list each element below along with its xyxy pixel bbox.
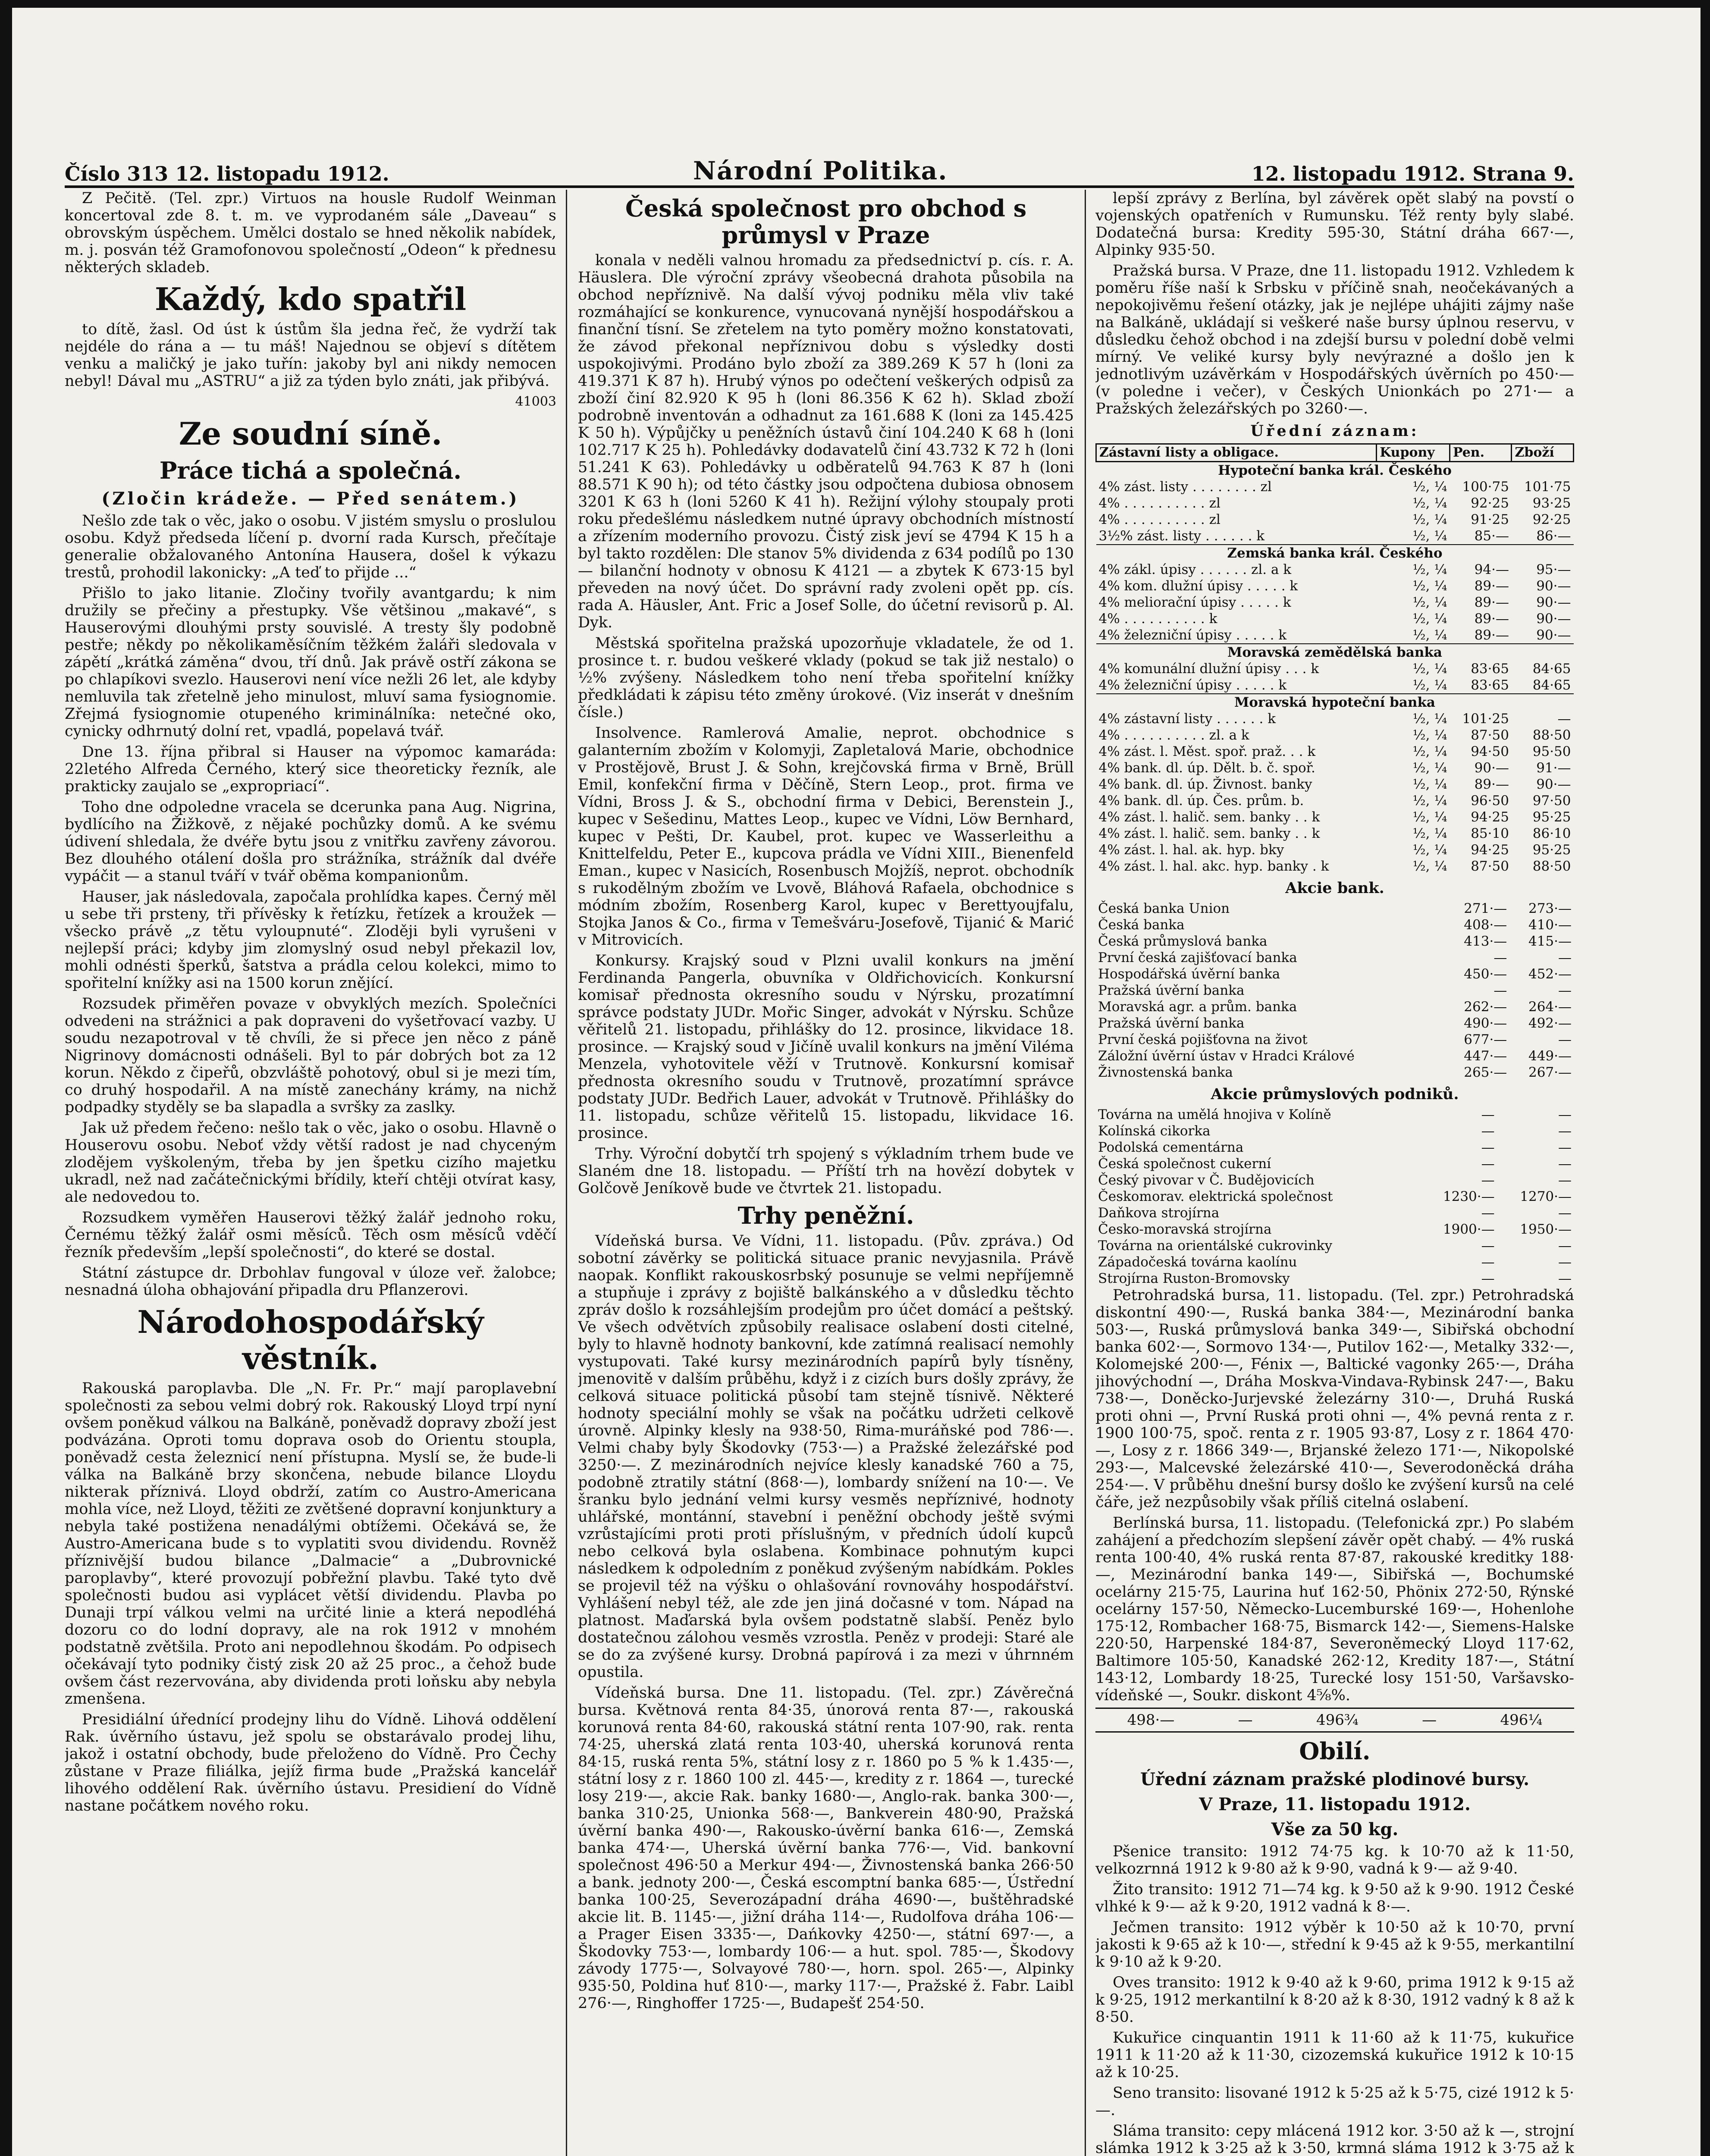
table-cell: Pražská úvěrní banka — [1098, 983, 1245, 998]
table-cell: 90·— — [1536, 777, 1571, 792]
table-row — [1096, 760, 1574, 776]
table-cell: ½, ¼ — [1412, 760, 1447, 776]
article-paragraph: Jak už předem řečeno: nešlo tak o věc, jako o osobu. Hlavně o Houserovu osobu. Neboť vždy větší radost je nad chyceným zlodějem vyškoleným, třeba by jen špetku cizího majetku ukradl, než nad začátečnickými břídily, kteří chtěji otvírat kasy, ale nedovedou to. — [65, 1119, 556, 1206]
table-cell: — — [1494, 950, 1507, 965]
table-section-title: Akcie bank. — [1285, 879, 1384, 897]
table-cell: Český pivovar v Č. Budějovicích — [1098, 1172, 1315, 1188]
table-cell: 1270·— — [1520, 1189, 1572, 1204]
grain-paragraph: Seno transito: lisované 1912 k 5·25 až k 5·75, cizé 1912 k 5·—. — [1095, 2084, 1574, 2119]
column-3 — [1095, 190, 1574, 2156]
table-cell: Moravská agr. a prům. banka — [1098, 999, 1297, 1015]
table-cell: 4% . . . . . . . . . . zl. a k — [1098, 727, 1249, 743]
article-paragraph: Insolvence. Ramlerová Amalie, neprot. obchodnice s galanterním zbožím v Kolomyji, Zapletalová Marie, obchodnice v Prostějově, Brust J. & Sohn, krejčovská firma v Brně, Brüll Emil, konfekční firma v Děčíně, Stern Leop., prot. firma ve Vídni, Bross J. & S., obchodní firma v Debici, Berenstein J., kupec v Sešedinu, Mattes Leop., kupec ve Vídni, Löw Bernhard, kupec v Pešti, Dr. Kaubel, prot. kupec ve Wasserleithu a Knittelfeldu, Peter E., kupcova prádla ve Vídni XIII., Bienenfeld Eman., kupec v Nasicích, Rosenbusch Mojžíš, neprot. obchodník s rukodělným zbožím ve Lvově, Bláhová Rafaela, obchodnice s módním zbožím, Rosenberg Karol, kupec v Berettyoujfalu, Stojka Janos & Co., firma v Temešváru-Josefově, Tijanić & Marić v Mitrovicích. — [578, 724, 1074, 949]
table-cell: 91·25 — [1471, 512, 1509, 527]
article-paragraph: Rozsudek přiměřen povaze v obvyklých mezích. Společníci odvedeni na strážnici a pak dopraveni do vyšetřovací vazby. U soudu nezapotroval v tě chvíli, že si přece jen něco z páně Nigrinovy domácnosti odnášeli. Byl to pár dobrých bot za 12 korun. Někdo z čipeřů, obzvláště pohotový, obul si je mezi tím, co druhý hospodařil. A na místě zanechány krámy, na nichž podpadky styděly se ba slapadla a svršky za zaslky. — [65, 995, 556, 1116]
intro-paragraph: Z Pečitě. (Tel. zpr.) Virtuos na housle Rudolf Weinman koncertoval zde 8. t. m. ve vyprodaném sále „Daveau“ s obrovským úspěchem. Umělci dostalo se hned několik nabídek, m. j. posván též Gramofonovou společností „Odeon“ k přednesu některých skladeb. — [65, 190, 556, 276]
table-header-cell: Zboží — [1512, 444, 1574, 462]
table-cell: 86·10 — [1532, 826, 1571, 841]
table-cell: — — [1558, 1032, 1572, 1047]
table-cell: 267·— — [1528, 1065, 1572, 1080]
stock-quote-strip — [1095, 1708, 1574, 1733]
article-paragraph: Vídeňská bursa. Ve Vídni, 11. listopadu. (Pův. zpráva.) Od sobotní závěrky se politická situace pranic nevyjasnila. Právě naopak. Konflikt rakouskosrbský posunuje se velmi nepříjemně a stupňuje i zprávy z bojiště balkánského a v důsledku těchto zpráv došlo k rozsáhlejším prodejům pro účet domácí a peštský. Ve všech odvětvích způsobily realisace oslabení dosti citelné, byly to hlavně hodnoty bankovní, kde zatímná realisací nemohly vystupovati. Také kursy mezinárodních papírů byly tísněny, jmenovitě v dalším průběhu, když i z cizích burs došly zprávy, že celková situace politická působí tam stejně tísnivě. Některé hodnoty speciální mohly se však na počátku udržeti celkově úrovně. Alpinky klesly na 938·50, Rima-muráňské pod 786·—. Velmi chaby byly Škodovky (753·—) a Pražské železářské pod 3250·—. Z mezinárodních nejvíce klesly kanadské 760 a 75, podobně ztratily státní (868·—), lombardy snížení na 10·—. Ve šranku bylo jednání velmi kursy vesměs nepříznivé, hodnoty uhlářské, montánní, stavební i peněžní obchody ještě svými vzrůstajícími proti proti příslušným, v předních údolí kupců nebo celková byla oslabena. Kombinace pohnutým kupci následkem k odpoledním z poněkud zvýšeným nabídkám. Pokles se projevil též na výšku o ohlašování rovnováhy hospodářství. Vyhlášení nebyl též, ale zde jen jiná dočasné v tom. Nápad na platnost. Maďarská byla ovšem podstatně slabší. Peněz bylo dostatečnou zálohou vesměs vzrostla. Peněz v prodeji: Staré ale se do za zvýšené kursy. Drobná papírová i za mezi v úhrnném opustila. — [578, 1232, 1074, 1681]
table-row — [1095, 966, 1574, 982]
table-cell: — — [1558, 1156, 1572, 1172]
article-paragraph: Petrohradská bursa, 11. listopadu. (Tel. zpr.) Petrohradská diskontní 490·—, Ruská banka 384·—, Mezinárodní banka 503·—, Ruská průmyslová banka 349·—, Sibiřská obchodní banka 602·—, Sormovo 134·—, Putilov 162·—, Metalky 332·—, Kolomejské 200·—, Fénix —, Baltické vagonky 265·—, Dráha jihovýchodní —, Dráha Moskva-Vindava-Rybinsk 247·—, Baku 738·—, Doněcko-Jurjevské železárny 310·—, Druhá Ruská proti ohni —, První Ruská proti ohni —, 4% pevná renta z r. 1900 100·75, spoč. renta z r. 1905 93·87, Losy z r. 1864 470·—, Losy z r. 1866 349·—, Brjanské železo 171·—, Nikopolské 293·—, Malcevské železárské 410·—, Severodoněcká dráha 254·—. V průběhu dnešní bursy došlo ke zvýšení kursů na celé čáře, jež nezpůsobily však příliš citelná oslabení. — [1095, 1287, 1574, 1511]
table-cell: 83·65 — [1471, 677, 1509, 693]
table-cell: 95·50 — [1532, 744, 1571, 759]
ad-text: to dítě, žasl. Od úst k ústům šla jedna řeč, že vydrží tak nejdéle do rána a — tu máš! Najednou se objeví s dítětem venku a maličký je jako tuřín: jakoby byl ani nikdy nemocen nebyl! Dával mu „ASTRU“ a již za týden bylo znáti, jak přibývá. — [65, 321, 556, 390]
table-cell: 1230·— — [1443, 1189, 1495, 1204]
table-cell: — — [1558, 1254, 1572, 1270]
table-section-title: Akcie průmyslových podniků. — [1211, 1085, 1459, 1103]
table-cell: 4% . . . . . . . . . . k — [1098, 611, 1217, 627]
table-cell: — — [1481, 1107, 1495, 1122]
table-cell: 92·25 — [1471, 495, 1509, 511]
bonds-table — [1095, 443, 1574, 874]
table-row — [1096, 793, 1574, 809]
table-cell: 410·— — [1528, 917, 1572, 933]
table-cell: Zemská banka král. Českého — [1096, 545, 1574, 561]
table-row — [1095, 1015, 1574, 1031]
grain-paragraph: Sláma transito: cepy mlácená 1912 kor. 3·50 až k —, strojní slámka 1912 k 3·25 až k 3·50, krmná sláma 1912 k 3·75 až k — [1095, 2122, 1574, 2156]
table-cell: ½, ¼ — [1412, 777, 1447, 792]
stock-quote: — — [1422, 1711, 1437, 1729]
table-cell: 4% bank. dl. úp. Dělt. b. č. spoř. — [1098, 760, 1315, 776]
table-row — [1095, 933, 1574, 950]
article-paragraph: Pražská bursa. V Praze, dne 11. listopadu 1912. Vzhledem k poměru říše naší k Srbsku v příčině snah, neočekávaných a nepokojivěmu řešení otázky, jak je nejlépe uhájiti zájmy naše na Balkáně, ukládají si veškeré naše bursy úplnou reservu, v důsledku čehož obchod i na zdejší bursu v polední době velmi mírný. Ve veliké kursy byly nevýrazné a došlo jen k jednotlivým uzávěrkám v Hospodářských úvěrních po 450·— (v poledne i večer), v Českých Unionkách po 271·— a Pražských železářských po 3260·—. — [1095, 262, 1574, 417]
table-row — [1095, 1270, 1574, 1287]
industry-shares-table — [1095, 1106, 1574, 1287]
table-cell: 4% zást. l. hal. akc. hyp. banky . k — [1098, 859, 1329, 874]
table-row — [1095, 900, 1574, 917]
table-cell: 89·— — [1474, 627, 1509, 643]
table-cell: 89·— — [1474, 777, 1509, 792]
table-cell: ½, ¼ — [1412, 512, 1447, 527]
table-row — [1096, 611, 1574, 627]
table-cell: 4% železniční úpisy . . . . . k — [1098, 627, 1287, 643]
table-row — [1095, 1221, 1574, 1238]
table-cell: 4% zást. l. halič. sem. banky . . k — [1098, 809, 1320, 825]
page-header — [65, 147, 1574, 188]
table-cell: — — [1481, 1205, 1495, 1221]
table-cell: 452·— — [1528, 966, 1572, 982]
table-cell: Česko-moravská strojírna — [1098, 1222, 1272, 1237]
table-cell: — — [1558, 1107, 1572, 1122]
stock-quote: 496¼ — [1500, 1711, 1543, 1729]
table-cell: 677·— — [1464, 1032, 1507, 1047]
table-cell: 86·— — [1536, 528, 1571, 544]
table-cell: 90·— — [1536, 595, 1571, 610]
table-cell: 4% . . . . . . . . . . zl — [1098, 495, 1221, 511]
table-cell: 94·— — [1474, 562, 1509, 577]
table-cell: ½, ¼ — [1412, 611, 1447, 627]
table-cell: Česká průmyslová banka — [1098, 934, 1268, 949]
table-cell: ½, ¼ — [1412, 677, 1447, 693]
table-cell: — — [1557, 711, 1571, 727]
table-row — [1096, 858, 1574, 874]
table-row — [1096, 809, 1574, 825]
table-cell: 85·— — [1474, 528, 1509, 544]
table-row — [1096, 561, 1574, 578]
table-cell: 89·— — [1474, 578, 1509, 594]
table-cell: — — [1558, 1172, 1572, 1188]
table-cell: 271·— — [1464, 901, 1507, 916]
table-cell: 4% zákl. úpisy . . . . . . zl. a k — [1098, 562, 1292, 577]
article-paragraph: Konkursy. Krajský soud v Plzni uvalil konkurs na jmění Ferdinanda Pangerla, obuvníka v Oldřichovicích. Konkursní komisař přednosta okresního soudu v Nýrsku, prozatímní správce podstaty JUDr. Mořic Singer, advokát v Nýrsku. Schůze věřitelů 21. listopadu, přihlášky do 12. prosince, likvidace 18. prosince. — Krajský soud v Jičíně uvalil konkurs na jmění Viléma Menzela, vyhotovitele věží v Trutnově. Konkursní komisař přednosta okresního soudu v Trutnově, prozatímní správce podstaty JUDr. Bedřich Lauer, advokát v Trutnově. Přihlášky do 11. listopadu, schůze věřitelů 15. listopadu, likvidace 16. prosince. — [578, 952, 1074, 1142]
article-paragraph: lepší zprávy z Berlína, byl závěrek opět slabý na povstí o vojenských opatřeních v Rumunsku. Též renty byly slabé. Dodatečná bursa: Kredity 595·30, Státní dráha 667·—, Alpinky 935·50. — [1095, 190, 1574, 259]
article-paragraph: Trhy. Výroční dobytčí trh spojený s výkladním trhem bude ve Slaném dne 18. listopadu. — Příští trh na hovězí dobytek v Golčově Jeníkově bude ve čtvrtek 21. listopadu. — [578, 1145, 1074, 1197]
column-1 — [65, 190, 556, 2156]
grain-paragraph: Žito transito: 1912 71—74 kg. k 9·50 až k 9·90. 1912 České vlhké k 9·— až k 9·20, 1912 vadná k 8·—. — [1095, 1881, 1574, 1915]
table-row — [1095, 1064, 1574, 1081]
table-cell: 447·— — [1464, 1048, 1507, 1064]
table-cell: — — [1481, 1172, 1495, 1188]
table-cell: ½, ¼ — [1412, 528, 1447, 544]
table-cell: 265·— — [1464, 1065, 1507, 1080]
table-row — [1095, 1172, 1574, 1188]
table-cell: 88·50 — [1532, 859, 1571, 874]
table-row — [1096, 462, 1574, 479]
table-title: Úřední záznam: — [1250, 422, 1419, 440]
table-cell: — — [1481, 1254, 1495, 1270]
table-cell: Česká banka Union — [1098, 901, 1230, 916]
table-row — [1096, 578, 1574, 594]
table-cell: ½, ¼ — [1412, 627, 1447, 643]
table-cell: — — [1558, 1271, 1572, 1286]
article-paragraph: Vídeňská bursa. Dne 11. listopadu. (Tel. zpr.) Závěrečná bursa. Květnová renta 84·35, únorová renta 87·—, rakouská korunová renta 84·60, rakouská státní renta 107·90, rak. renta 74·25, uherská zlatá renta 103·40, uherská korunová renta 84·15, ruská renta 5%, státní losy z r. 1860 po 5 % k 1.435·—, státní losy z r. 1860 100 zl. 445·—, kredity z r. 1864 —, turecké losy 219·—, akcie Rak. banky 1680·—, Anglo-rak. banka 300·—, banka 310·25, Unionka 568·—, Bankverein 480·90, Pražská úvěrní banka 490·—, Rakousko-úvěrní banka 616·—, Zemská banka 474·—, Uherská úvěrní banka 776·—, Vid. bankovní společnost 496·50 a Merkur 494·—, Živnostenská banka 266·50 a bank. jednoty 200·—, Česká escomptní banka 685·—, Ústřední banka 100·25, Severozápadní dráha 4690·—, buštěhradské akcie lit. B. 1145·—, jižní dráha 114·—, Rudolfova dráha 106·— a Prager Eisen 3335·—, Dańkovky 4250·—, státní 697·—, a Škodovky 753·—, lombardy 106·— a hut. spol. 785·—, Škodovy závody 1775·—, Solvayové 780·—, horn. spol. 265·—, Alpinky 935·50, Poldina huť 810·—, marky 117·—, Pražské ž. Fabr. Laibl 276·—, Ringhoffer 1725·—, Budapešť 254·50. — [578, 1684, 1074, 2012]
table-cell: 95·— — [1536, 562, 1571, 577]
table-row — [1096, 627, 1574, 644]
table-cell: ½, ¼ — [1412, 711, 1447, 727]
table-cell: ½, ¼ — [1412, 562, 1447, 577]
ad-code: 41003 — [515, 394, 556, 409]
table-cell: Daňkova strojírna — [1098, 1205, 1220, 1221]
ad-title: Každý, kdo spatřil — [154, 281, 467, 317]
bonds-table-body — [1096, 462, 1574, 875]
table-row — [1095, 1031, 1574, 1048]
table-cell: 91·— — [1536, 760, 1571, 776]
table-cell: — — [1558, 1238, 1572, 1253]
table-cell: 408·— — [1464, 917, 1507, 933]
table-cell: 4% komunální dlužní úpisy . . . k — [1098, 661, 1319, 677]
table-cell: Českomorav. elektrická společnost — [1098, 1189, 1333, 1204]
table-cell: 89·— — [1474, 595, 1509, 610]
table-cell: ½, ¼ — [1412, 661, 1447, 677]
section-title: Trhy peněžní. — [737, 1202, 914, 1229]
table-cell: 1900·— — [1443, 1222, 1495, 1237]
table-header-cell: Pen. — [1450, 444, 1512, 462]
article-paragraph: Toho dne odpoledne vracela se dcerunka pana Aug. Nigrina, bydlícího na Žižkově, z nějaké pochůzky domů. A ke svému údivení shledala, že dvéře bytu jsou z vnitřku zavřeny závorou. Bez dlouhého otálení došla pro strážníka, strážník dal dvéře vypáčit — a stanul tváří v tvář oběma kompanionům. — [65, 799, 556, 885]
table-cell: — — [1481, 1123, 1495, 1139]
header-right: 12. listopadu 1912. Strana 9. — [1251, 162, 1574, 185]
table-cell: Česká banka — [1098, 917, 1185, 933]
table-cell: 90·— — [1536, 578, 1571, 594]
grain-paragraph: Oves transito: 1912 k 9·40 až k 9·60, prima 1912 k 9·15 až k 9·25, 1912 merkantilní k 8·20 až k 8·30, 1912 vadný k 8 až k 8·50. — [1095, 1974, 1574, 2026]
section-title: Obilí. — [1299, 1737, 1371, 1765]
table-row — [1096, 743, 1574, 760]
table-cell: ½, ¼ — [1412, 826, 1447, 841]
grain-paragraph: Ječmen transito: 1912 výběr k 10·50 až k 10·70, první jakosti k 9·65 až k 10·—, střední k 9·45 až k 9·55, merkantilní k 9·10 až k 9·20. — [1095, 1919, 1574, 1971]
table-header-cell: Zástavní listy a obligace. — [1096, 444, 1377, 462]
table-cell: ½, ¼ — [1412, 727, 1447, 743]
section-title: Ze soudní síně. — [179, 415, 442, 452]
table-cell: — — [1558, 1205, 1572, 1221]
table-row — [1096, 528, 1574, 545]
stock-quote: 496¾ — [1316, 1711, 1359, 1729]
section-title: Národohospodářský věstník. — [137, 1304, 484, 1376]
table-cell: 94·25 — [1471, 809, 1509, 825]
article-title: Česká společnost pro obchod s průmysl v Praze — [625, 194, 1027, 249]
article-paragraph: Berlínská bursa, 11. listopadu. (Telefonická zpr.) Po slabém zahájení a předchozím slepšení závěr opět chabý. — 4% ruská renta 100·40, 4% ruská renta 87·87, rakouské kreditky 188·—, Mezinárodní banka 149·—, Sibiřská —, Bochumské ocelárny 215·75, Laurina huť 162·50, Phönix 272·50, Rýnské ocelárny 157·50, Německo-Lucemburské 169·—, Hohenlohe 175·12, Rombacher 168·75, Bismarck 142·—, Siemens-Halske 220·50, Harpenské 184·87, Severoněmecký Lloyd 117·62, Baltimore 105·50, Kanadské 262·12, Kredity 187·—, Státní 143·12, Lombardy 18·25, Turecké losy 151·50, Varšavsko-vídeňské —, Soukr. diskont 4⅝%. — [1095, 1514, 1574, 1704]
table-cell: 1950·— — [1520, 1222, 1572, 1237]
table-row — [1095, 1139, 1574, 1156]
table-cell: — — [1481, 1238, 1495, 1253]
grain-paragraph: Pšenice transito: 1912 74·75 kg. k 10·70 až k 11·50, velkozrnná 1912 k 9·80 až k 9·90, vadná k 9·— až 9·40. — [1095, 1843, 1574, 1877]
table-cell: — — [1481, 1140, 1495, 1155]
table-cell: 4% zást. l. hal. ak. hyp. bky — [1098, 842, 1284, 858]
table-cell: 415·— — [1528, 934, 1572, 949]
table-cell: 413·— — [1464, 934, 1507, 949]
table-cell: 4% zást. l. Měst. spoř. praž. . . k — [1098, 744, 1316, 759]
table-cell: 273·— — [1528, 901, 1572, 916]
table-cell: 4% železniční úpisy . . . . . k — [1098, 677, 1287, 693]
table-row — [1095, 1254, 1574, 1270]
table-cell: 101·25 — [1462, 711, 1509, 727]
table-row — [1096, 644, 1574, 661]
table-cell: 96·50 — [1471, 793, 1509, 808]
table-cell: Záložní úvěrní ústav v Hradci Králové — [1098, 1048, 1355, 1064]
table-row — [1096, 776, 1574, 793]
table-cell: První česká pojišťovna na život — [1098, 1032, 1308, 1047]
industry-shares-body — [1095, 1106, 1574, 1287]
table-cell: Moravská zemědělská banka — [1096, 644, 1574, 661]
table-cell: Továrna na umělá hnojiva v Kolíně — [1098, 1107, 1331, 1122]
table-row — [1096, 545, 1574, 561]
column-rule — [566, 190, 567, 2156]
table-cell: — — [1558, 1123, 1572, 1139]
table-cell: 93·25 — [1532, 495, 1571, 511]
article-subtitle: Úřední záznam pražské plodinové bursy. — [1140, 1769, 1530, 1789]
table-cell: 88·50 — [1532, 727, 1571, 743]
table-cell: ½, ¼ — [1412, 809, 1447, 825]
stock-quote: — — [1238, 1711, 1253, 1729]
table-cell: 449·— — [1528, 1048, 1572, 1064]
article-paragraph: Přišlo to jako litanie. Zločiny tvořily avantgardu; k nim družily se přečiny a přestupky. Vše většinou „makavé“, s Hauserovými dlouhými prsty souvislé. A tresty šly podobně pestře; někdy po několikaměsíčním těžkém žaláři sledovala v zápětí „krátká záměna“ dvou, tří dnů. Jak právě ostří zákona se po chlapíkovi svezlo. Hauserovi není více nežli 26 let, ale kdyby nemluvila tak zřetelně jeho minulost, mluví sama fysiognomie. Zřejmá fysiognomie otupeného kriminálníka: netečné oko, cynicky odhrnutý dolní ret, vpadlá, popelavá tvář. — [65, 585, 556, 740]
table-row — [1095, 982, 1574, 999]
table-row — [1095, 917, 1574, 933]
table-row — [1095, 1188, 1574, 1205]
table-header-cell: Kupony — [1377, 444, 1450, 462]
table-cell: 4% . . . . . . . . . . zl — [1098, 512, 1221, 527]
table-cell: 84·65 — [1532, 661, 1571, 677]
table-cell: 490·— — [1464, 1015, 1507, 1031]
table-row — [1096, 479, 1574, 495]
table-cell: 97·50 — [1532, 793, 1571, 808]
bank-shares-table — [1095, 900, 1574, 1081]
table-cell: První česká zajišťovací banka — [1098, 950, 1297, 965]
table-row — [1096, 594, 1574, 611]
table-cell: — — [1558, 950, 1572, 965]
table-cell: 492·— — [1528, 1015, 1572, 1031]
table-row — [1096, 495, 1574, 511]
table-cell: 87·50 — [1471, 859, 1509, 874]
unit-note: Vše za 50 kg. — [1271, 1819, 1399, 1839]
table-row — [1095, 950, 1574, 966]
table-row — [1096, 661, 1574, 677]
table-row — [1096, 677, 1574, 694]
table-cell: ½, ¼ — [1412, 479, 1447, 495]
table-cell: 84·65 — [1532, 677, 1571, 693]
table-cell: Továrna na orientálské cukrovinky — [1098, 1238, 1333, 1253]
table-cell: 4% zást. listy . . . . . . . . zl — [1098, 479, 1272, 495]
table-row — [1096, 711, 1574, 727]
table-row — [1095, 999, 1574, 1015]
table-cell: Pražská úvěrní banka — [1098, 1015, 1245, 1031]
table-row — [1096, 694, 1574, 711]
table-cell: 87·50 — [1471, 727, 1509, 743]
article-paragraph: Rozsudkem vyměřen Hauserovi těžký žalář jednoho roku, Černému těžký žalář osmi měsíců. Těch osm měsíců vděčí řezník především „lepší společnosti“, do které se dostal. — [65, 1209, 556, 1261]
table-cell: Strojírna Ruston-Bromovsky — [1098, 1271, 1290, 1286]
table-cell: — — [1481, 1271, 1495, 1286]
article-dateline: V Praze, 11. listopadu 1912. — [1199, 1794, 1471, 1814]
article-paragraph: Dne 13. října přibral si Hauser na výpomoc kamaráda: 22letého Alfreda Černého, který sice theoreticky řezník, ale prakticky zaujalo se „expropriací“. — [65, 743, 556, 795]
table-cell: 95·25 — [1532, 842, 1571, 858]
article-paragraph: Nešlo zde tak o věc, jako o osobu. V jistém smyslu o proslulou osobu. Když předseda líčení p. dvorní rada Kursch, přečítaje generalie obžalovaného Antonína Hausera, došel k výkazu trestů, prohodil lakonicky: „A teď to přijde ...“ — [65, 512, 556, 581]
table-cell: — — [1494, 983, 1507, 998]
table-cell: 92·25 — [1532, 512, 1571, 527]
table-cell: 90·— — [1474, 760, 1509, 776]
table-row — [1096, 727, 1574, 743]
table-cell: Česká společnost cukerní — [1098, 1156, 1271, 1172]
table-row — [1095, 1238, 1574, 1254]
table-row — [1096, 825, 1574, 842]
table-cell: Kolínská cikorka — [1098, 1123, 1211, 1139]
table-cell: ½, ¼ — [1412, 859, 1447, 874]
table-cell: 4% bank. dl. úp. Živnost. banky — [1098, 777, 1312, 792]
table-cell: 4% zást. l. halič. sem. banky . . k — [1098, 826, 1320, 841]
table-cell: Hypoteční banka král. Českého — [1096, 462, 1574, 479]
table-cell: Hospodářská úvěrní banka — [1098, 966, 1280, 982]
header-left: Číslo 313 12. listopadu 1912. — [65, 162, 389, 185]
table-row — [1095, 1048, 1574, 1064]
table-cell: ½, ¼ — [1412, 842, 1447, 858]
table-row — [1096, 511, 1574, 528]
table-cell: 90·— — [1536, 627, 1571, 643]
table-cell: 262·— — [1464, 999, 1507, 1015]
table-row — [1096, 842, 1574, 858]
table-cell: ½, ¼ — [1412, 793, 1447, 808]
grain-paragraph: Kukuřice cinquantin 1911 k 11·60 až k 11·75, kukuřice 1911 k 11·20 až k 11·30, cizozemská kukuřice 1912 k 10·15 až k 10·25. — [1095, 2029, 1574, 2081]
table-row — [1095, 1123, 1574, 1139]
table-cell: 90·— — [1536, 611, 1571, 627]
article-paragraph: konala v neděli valnou hromadu za předsednictví p. cís. r. A. Häuslera. Dle výroční zprávy všeobecná drahota působila na obchod nepříznivě. Na další vývoj podniku měla vliv také rozmáhající se konkurence, vynucovaná nynější hospodářskou a finanční tísní. Se zřetelem na tyto poměry možno konstatovati, že závod překonal nepříznivou dobu s výsledky dosti uspokojivými. Prodáno bylo zboží za 389.269 K 57 h (loni za 419.371 K 87 h). Hrubý výnos po odečtení veškerých odpisů za zboží činí 82.920 K 95 h (loni 86.356 K 62 h). Sklad zboží podrobně inventován a odhadnut za 161.688 K (loni za 145.425 K 50 h). Výpůjčky u peněžních ústavů činí 104.240 K 68 h (loni 102.717 K 25 h). Pohledávky dodavatelů činí 43.732 K 72 h (loni 51.241 K 63). Pohledávky u odběratelů 94.763 K 87 h (loni 88.571 K 90 h); od této částky jsou odpočtena dubiosa obnosem 3201 K 63 h (loni 5260 K 41 h). Režijní výlohy stoupaly proti roku předešlému následkem nutné úpravy obchodních místností a zřízením moderního provozu. Čistý zisk jeví se 4794 K 15 h a byl takto rozdělen: Dle stanov 5% dividenda z 634 podílů po 130 — bilanční hodnoty v obnosu K 4121 — a zbytek K 673·15 byl převeden na nový účet. Do správní rady zvoleni opět pp. cís. rada A. Häusler, Ant. Fric a Josef Solle, do účetní revisorů p. Al. Dyk. — [578, 252, 1074, 631]
table-cell: Podolská cementárna — [1098, 1140, 1244, 1155]
article-title: Práce tichá a společná. — [159, 457, 462, 484]
table-cell: 4% kom. dlužní úpisy . . . . . k — [1098, 578, 1298, 594]
article-paragraph: Presidiální úřednící prodejny lihu do Vídně. Lihová oddělení Rak. úvěrního ústavu, jež spolu se obstarávalo prodej lihu, jakož i ostatní obchody, bude přeloženo do Vídně. Pro Čechy zůstane v Praze filiálka, jejíž firma bude „Pražská kancelář lihového oddělení Rak. úvěrního ústavu. Presidiení do Vídně nastane počátkem nového roku. — [65, 1711, 556, 1814]
table-cell: 3½% zást. listy . . . . . . k — [1098, 528, 1265, 544]
table-cell: 264·— — [1528, 999, 1572, 1015]
table-cell: ½, ¼ — [1412, 495, 1447, 511]
table-cell: ½, ¼ — [1412, 595, 1447, 610]
table-cell: 95·25 — [1532, 809, 1571, 825]
table-cell: Západočeská továrna kaolínu — [1098, 1254, 1297, 1270]
table-cell: 4% meliorační úpisy . . . . . k — [1098, 595, 1291, 610]
column-rule — [1085, 190, 1086, 2156]
article-paragraph: Státní zástupce dr. Drbohlav fungoval v úloze veř. žalobce; nesnadná úloha obhajování připadla dru Pflanzerovi. — [65, 1264, 556, 1299]
table-row — [1095, 1205, 1574, 1221]
masthead-title: Národní Politika. — [693, 156, 948, 185]
table-cell: 4% bank. dl. úp. Čes. prům. b. — [1098, 793, 1304, 808]
table-cell: 83·65 — [1471, 661, 1509, 677]
article-paragraph: Hauser, jak následovala, započala prohlídka kapes. Černý měl u sebe tři prsteny, tři přívěsky k řetízku, řetízek a kroužek — všecko právě „z tětu vyloupnuté“. Zloději byli vyrušeni v nejlepší práci; kdyby jim zlomyslný osud nebyl překazil lov, mohli odnésti šperků, šatstva a prádla celou kolekci, mimo to spořitelní knížky asi na 1500 korun znějící. — [65, 888, 556, 992]
table-cell: — — [1558, 983, 1572, 998]
column-2 — [578, 190, 1074, 2156]
article-paragraph: Městská spořitelna pražská upozorňuje vkladatele, že od 1. prosince t. r. budou veškeré vklady (pokud se tak již nestalo) o ½% zvýšeny. Následkem toho není třeba spořitelní knížky předkládati k zápisu této změny úrokové. (Viz inserát v dnešním čísle.) — [578, 635, 1074, 721]
table-cell: ½, ¼ — [1412, 744, 1447, 759]
table-cell: 4% zástavní listy . . . . . . k — [1098, 711, 1276, 727]
table-cell: — — [1481, 1156, 1495, 1172]
table-header-row — [1096, 444, 1574, 462]
article-paragraph: Rakouská paroplavba. Dle „N. Fr. Pr.“ mají paroplavební společnosti za sebou velmi dobrý rok. Rakouský Lloyd trpí nyní ovšem poněkud válkou na Balkáně, poněvadž dopravy zboží jest podvázána. Oproti tomu doprava osob do Orientu stoupla, poněvadž cesta železnicí není přístupna. Myslí se, že bude-li válka na Balkáně brzy skončena, nebude bilance Lloydu nikterak příznivá. Lloyd obdrží, zatím co Austro-Americana mohla více, než Lloyd, těžiti ze zvětšené dopravní konjunktury a nebyla také postižena nenadálými obtížemi. Očekává se, že Austro-Americana bude s to vyplatiti svou dividendu. Rovněž příznivější budou bilance „Dalmacie“ a „Dubrovnické paroplavby“, které provozují pobřežní plavbu. Také tyto dvě společnosti budou asi vyplácet větší dividendu. Plavba po Dunaji trpí válkou velmi na určité linie a která nepodléhá dozoru co do lodní dopravy, ale na rok 1912 v mnohém podstatně zvětšila. Proto ani nepodlehnou škodám. Po odpisech očekávají tyto podniky čistý zisk 20 až 25 proc., a čehož bude ovšem část rezervována, aby dividenda proti loňsku aby nebyla zmenšena. — [65, 1380, 556, 1708]
table-cell: 100·75 — [1462, 479, 1509, 495]
table-cell: 85·10 — [1471, 826, 1509, 841]
table-cell: 94·25 — [1471, 842, 1509, 858]
table-row — [1095, 1156, 1574, 1172]
table-cell: 94·50 — [1471, 744, 1509, 759]
table-cell: ½, ¼ — [1412, 578, 1447, 594]
table-cell: Živnostenská banka — [1098, 1065, 1233, 1080]
table-cell: 450·— — [1464, 966, 1507, 982]
table-cell: 89·— — [1474, 611, 1509, 627]
stock-quote: 498·— — [1127, 1711, 1175, 1729]
table-cell: Moravská hypoteční banka — [1096, 694, 1574, 711]
bank-shares-body — [1095, 900, 1574, 1081]
table-row — [1095, 1106, 1574, 1123]
table-cell: — — [1558, 1140, 1572, 1155]
table-cell: 101·75 — [1524, 479, 1571, 495]
article-subtitle: (Zločin krádeže. — Před senátem.) — [101, 489, 520, 509]
